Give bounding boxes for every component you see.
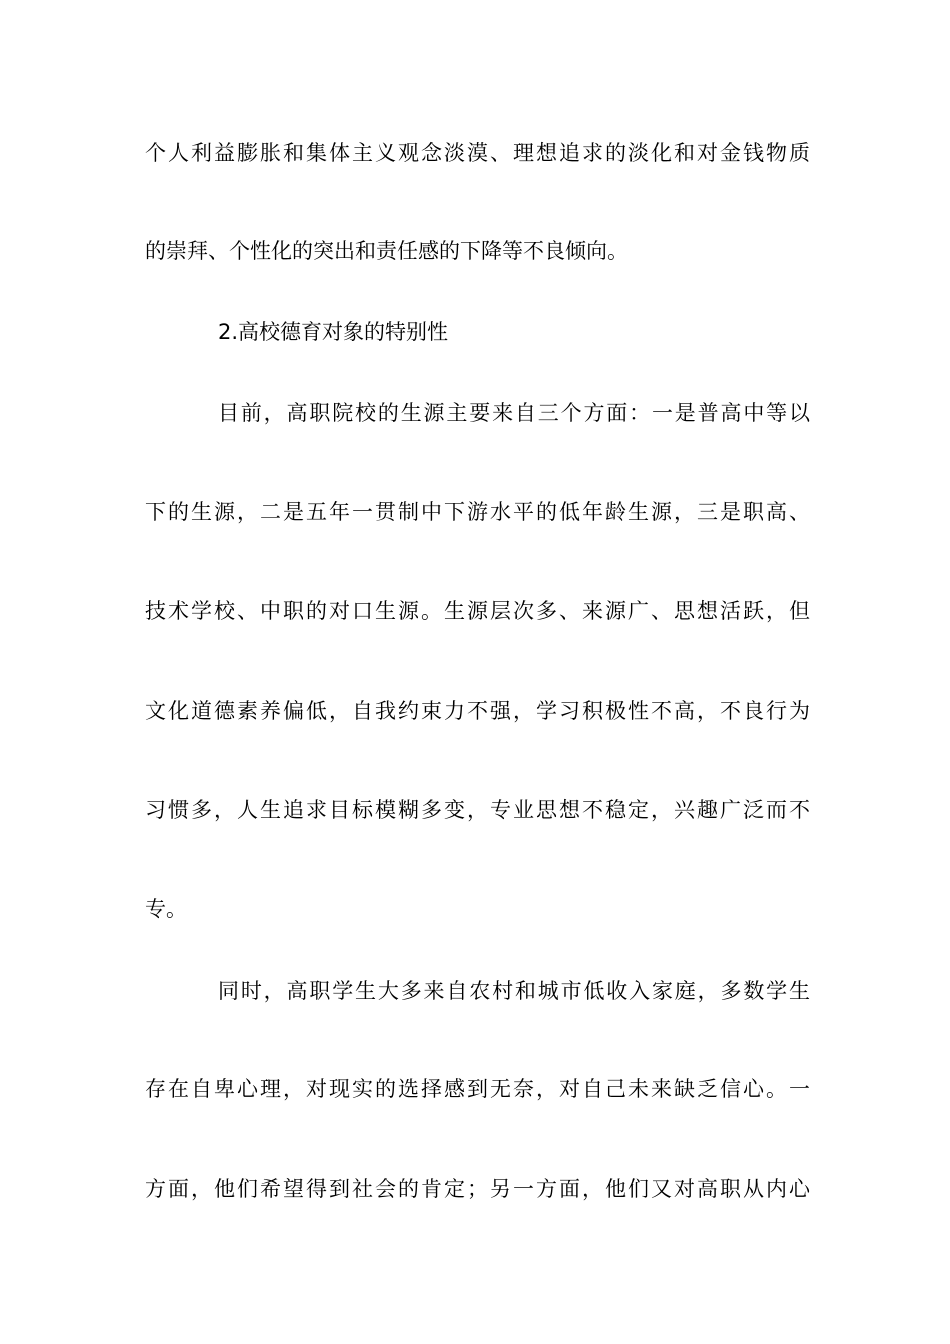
paragraph-line: 习惯多，人生追求目标模糊多变，专业思想不稳定，兴趣广泛而不 <box>145 798 810 822</box>
paragraph-line: 的崇拜、个性化的突出和责任感的下降等不良倾向。 <box>145 239 628 263</box>
paragraph-line: 文化道德素养偏低，自我约束力不强，学习积极性不高，不良行为 <box>145 699 810 723</box>
paragraph-line: 方面，他们希望得到社会的肯定；另一方面，他们又对高职从内心 <box>145 1177 810 1201</box>
paragraph-line: 目前，高职院校的生源主要来自三个方面：一是普高中等以 <box>218 401 810 425</box>
paragraph-line: 存在自卑心理，对现实的选择感到无奈，对自己未来缺乏信心。一 <box>145 1077 810 1101</box>
paragraph-line: 技术学校、中职的对口生源。生源层次多、来源广、思想活跃，但 <box>145 599 810 623</box>
paragraph-line: 个人利益膨胀和集体主义观念淡漠、理想追求的淡化和对金钱物质 <box>145 141 810 165</box>
paragraph-line: 专。 <box>145 897 187 921</box>
paragraph-line: 下的生源，二是五年一贯制中下游水平的低年龄生源，三是职高、 <box>145 500 810 524</box>
section-heading: 2.高校德育对象的特别性 <box>218 320 449 344</box>
paragraph-line: 同时，高职学生大多来自农村和城市低收入家庭，多数学生 <box>218 979 810 1003</box>
